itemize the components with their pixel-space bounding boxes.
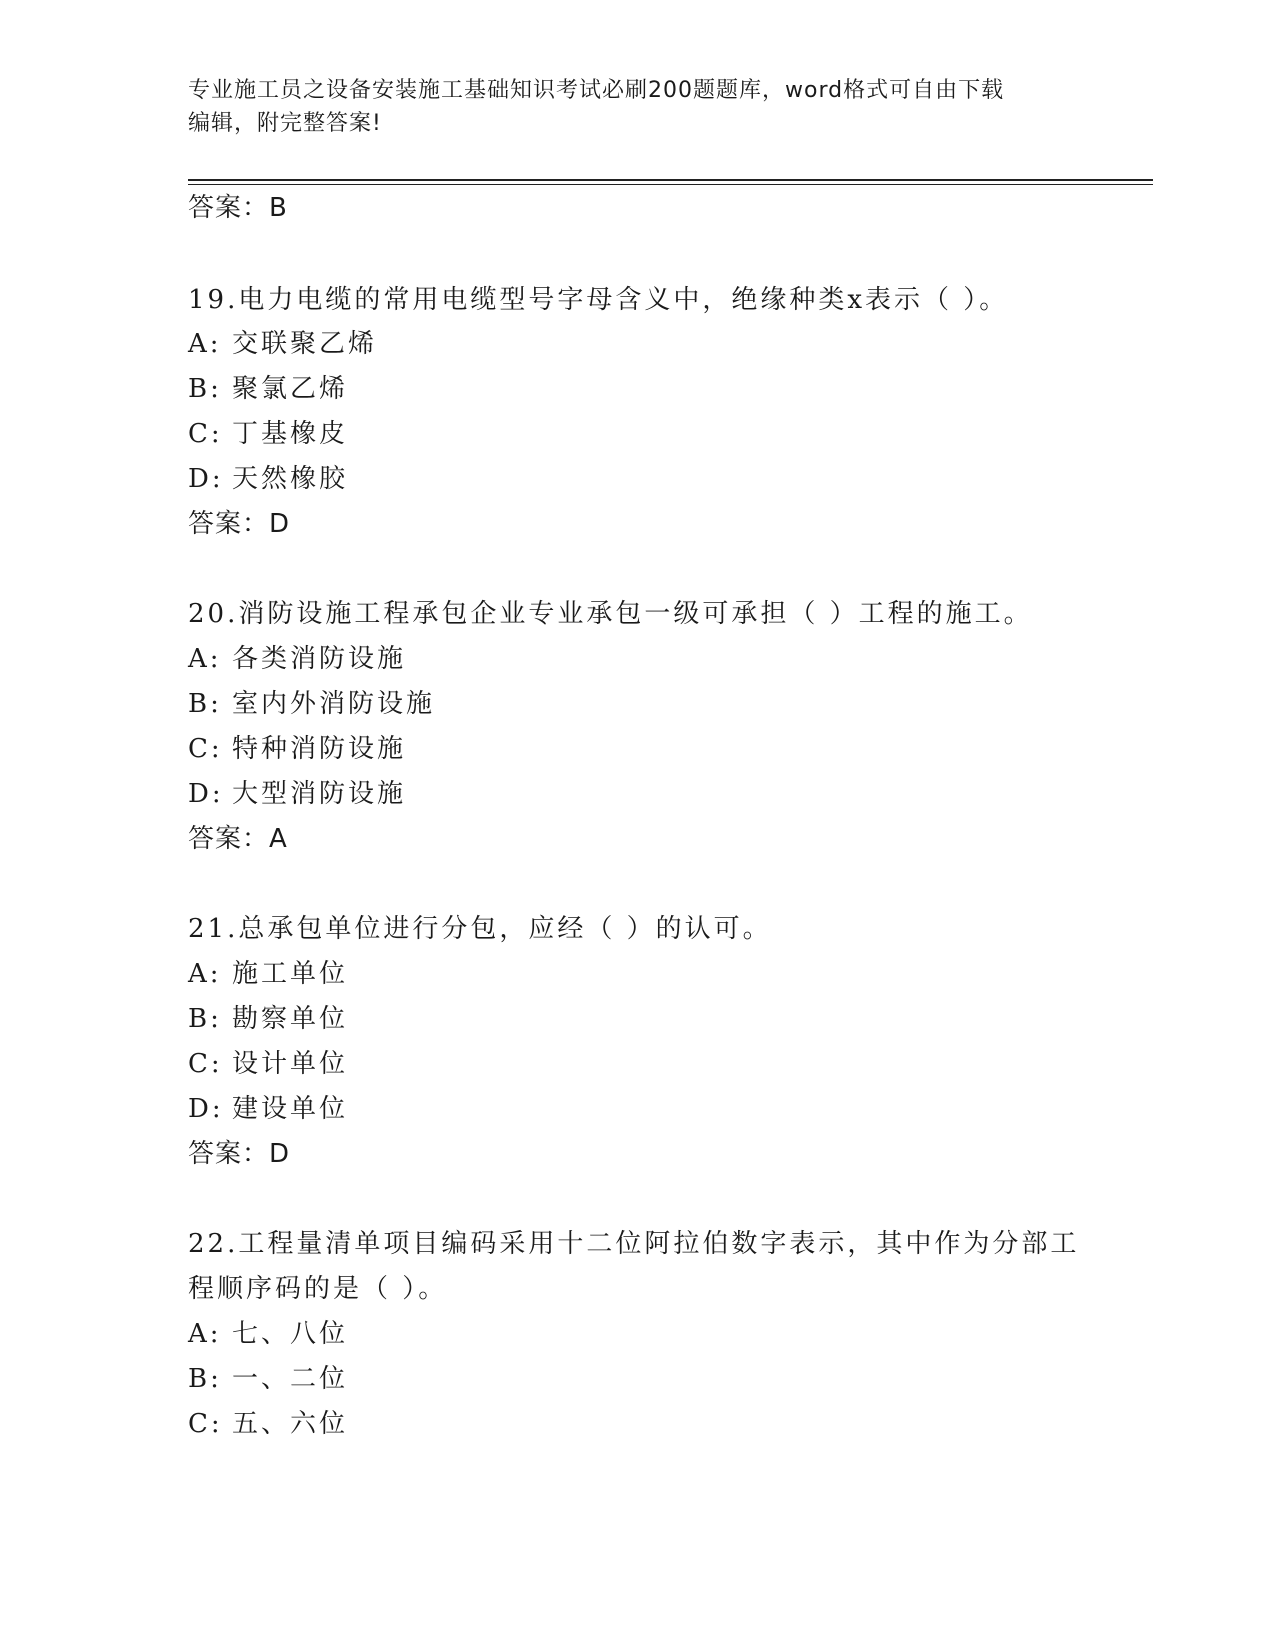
option-text: 勘察单位 (232, 1004, 349, 1034)
option-key: C: (188, 734, 223, 764)
option-key: C: (188, 1049, 223, 1079)
question-22-stem-line-1: 22.工程量清单项目编码采用十二位阿拉伯数字表示，其中作为分部工 (188, 1229, 1080, 1259)
option-key: B: (188, 374, 222, 404)
question-19-option-c (188, 416, 348, 452)
question-20-option-b (188, 686, 435, 722)
option-text: 设计单位 (232, 1049, 349, 1079)
option-key: D: (188, 464, 224, 494)
option-key: D: (188, 1094, 224, 1124)
question-21-option-a (188, 956, 348, 992)
option-key: A: (188, 329, 222, 359)
question-19-stem: 19.电力电缆的常用电缆型号字母含义中，绝缘种类x表示（ ）。 (188, 285, 1009, 315)
option-text: 各类消防设施 (232, 644, 407, 674)
option-text: 室内外消防设施 (232, 689, 436, 719)
question-22-stem-line-2: 程顺序码的是（ ）。 (188, 1274, 448, 1304)
previous-answer: 答案：B (188, 193, 288, 223)
question-21-stem: 21.总承包单位进行分包，应经（ ）的认可。 (188, 914, 772, 944)
option-key: D: (188, 779, 224, 809)
option-key: C: (188, 419, 223, 449)
header-rule-thin (188, 184, 1153, 185)
question-22-option-a (188, 1316, 348, 1352)
question-21-option-d (188, 1091, 348, 1127)
option-text: 施工单位 (232, 959, 349, 989)
option-key: A: (188, 1319, 222, 1349)
question-21-answer: 答案：D (188, 1139, 291, 1169)
header-line-2: 编辑，附完整答案! (188, 111, 382, 136)
question-20-option-a (188, 641, 406, 677)
question-21-option-c (188, 1046, 348, 1082)
option-text: 大型消防设施 (232, 779, 407, 809)
option-text: 聚氯乙烯 (232, 374, 349, 404)
question-19-option-d (188, 461, 348, 497)
option-key: A: (188, 644, 222, 674)
question-20-option-c (188, 731, 406, 767)
option-text: 天然橡胶 (232, 464, 349, 494)
question-19-answer: 答案：D (188, 509, 291, 539)
question-19-option-a (188, 326, 377, 362)
page-header (188, 74, 1088, 140)
option-text: 七、八位 (232, 1319, 349, 1349)
question-19-option-b (188, 371, 348, 407)
option-text: 建设单位 (232, 1094, 349, 1124)
question-21-option-b (188, 1001, 348, 1037)
option-key: C: (188, 1409, 223, 1439)
question-20-answer: 答案：A (188, 824, 288, 854)
option-text: 五、六位 (232, 1409, 349, 1439)
option-text: 丁基橡皮 (232, 419, 349, 449)
question-20-option-d (188, 776, 406, 812)
option-key: B: (188, 1004, 222, 1034)
option-key: A: (188, 959, 222, 989)
question-20-stem: 20.消防设施工程承包企业专业承包一级可承担（ ）工程的施工。 (188, 599, 1033, 629)
option-key: B: (188, 1364, 222, 1394)
question-22-option-b (188, 1361, 348, 1397)
question-22-option-c (188, 1406, 348, 1442)
option-text: 交联聚乙烯 (232, 329, 378, 359)
option-key: B: (188, 689, 222, 719)
option-text: 一、二位 (232, 1364, 349, 1394)
header-rule-thick (188, 179, 1153, 181)
header-line-1: 专业施工员之设备安装施工基础知识考试必刷200题题库，word格式可自由下载 (188, 78, 1005, 103)
option-text: 特种消防设施 (232, 734, 407, 764)
